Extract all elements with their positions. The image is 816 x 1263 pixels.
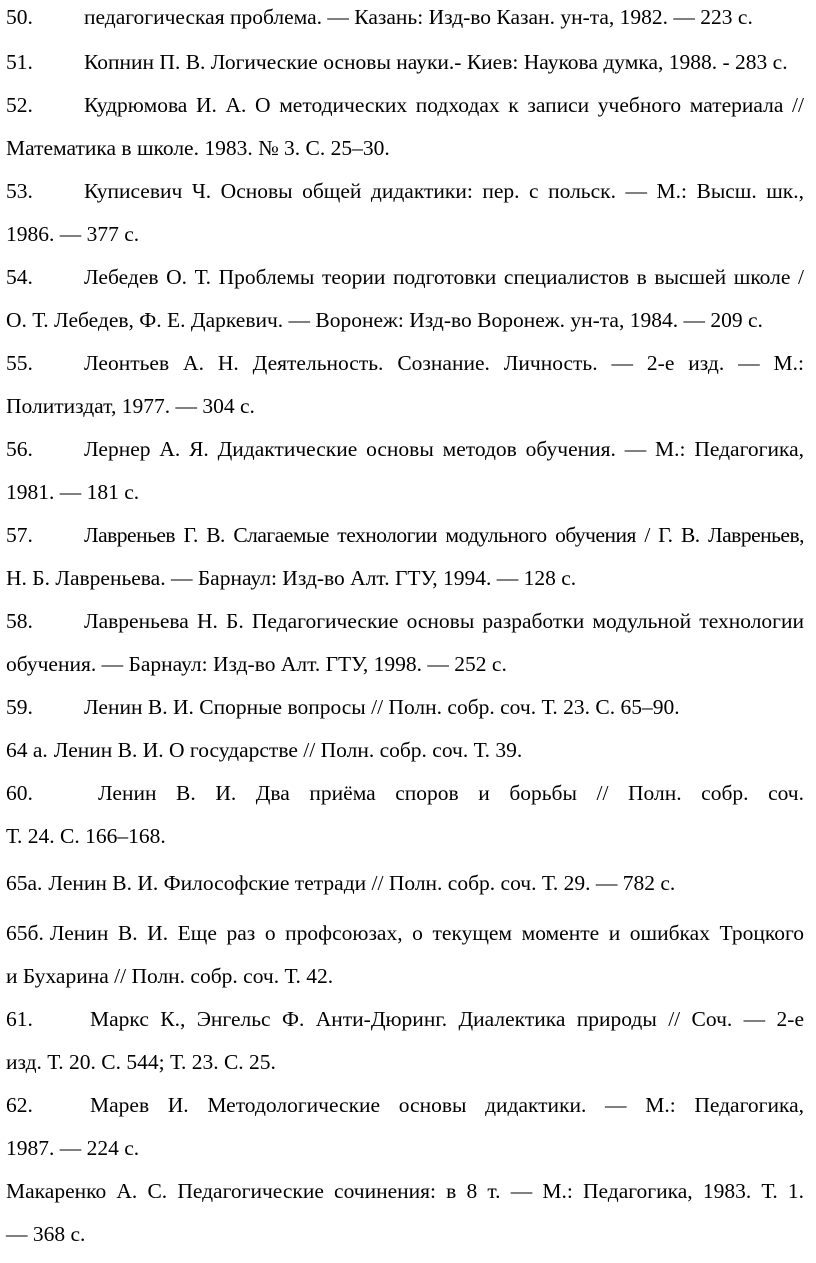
bibliography-entry [6, 41, 804, 84]
bibliography-entry [6, 1170, 804, 1256]
entry-text: Лавреньева Н. Б. Педагогические основы разработки модульной технологии [84, 609, 804, 633]
entry-continuation: обучения. — Барнаул: Изд-во Алт. ГТУ, 1998. — 252 с. [6, 652, 507, 676]
entry-text: Лавреньев Г. В. Слагаемые технологии модульного обучения / Г. В. Лавреньев, [84, 523, 804, 547]
entry-number: 65а. [6, 871, 43, 895]
bibliography-entry [6, 912, 804, 998]
entry-text: Марев И. Методологические основы дидактики. — М.: Педагогика, [90, 1093, 804, 1117]
entry-number: 61. [6, 1007, 33, 1031]
entry-continuation: 1986. — 377 с. [6, 222, 140, 246]
bibliography-entry [6, 0, 804, 39]
entry-number: 65б. [6, 921, 44, 945]
entry-number: 57. [6, 523, 33, 547]
entry-number: 50. [6, 5, 33, 29]
entry-number: 62. [6, 1093, 33, 1117]
entry-text: Ленин В. И. Философские тетради // Полн. собр. соч. Т. 29. — 782 с. [48, 871, 676, 895]
entry-text: Ленин В. И. О государстве // Полн. собр. соч. Т. 39. [53, 738, 523, 762]
entry-text: Ленин В. И. Спорные вопросы // Полн. собр. соч. Т. 23. С. 65–90. [84, 695, 680, 719]
bibliography-entry [6, 600, 804, 686]
entry-number: 52. [6, 93, 33, 117]
entry-number: 51. [6, 50, 33, 74]
bibliography-entry [6, 729, 804, 772]
bibliography-entry [6, 862, 804, 905]
entry-number: 54. [6, 265, 33, 289]
entry-number: 53. [6, 179, 33, 203]
entry-text: Копнин П. В. Логические основы науки.- Киев: Наукова думка, 1988. - 283 с. [84, 50, 788, 74]
entry-continuation: — 368 с. [6, 1222, 86, 1246]
bibliography-entry [6, 84, 804, 170]
entry-continuation: Н. Б. Лавреньева. — Барнаул: Изд-во Алт. ГТУ, 1994. — 128 с. [6, 566, 577, 590]
entry-continuation: О. Т. Лебедев, Ф. Е. Даркевич. — Воронеж: Изд-во Воронеж. ун-та, 1984. — 209 с. [6, 308, 763, 332]
entry-text: педагогическая проблема. — Казань: Изд-во Казан. ун-та, 1982. — 223 с. [84, 5, 753, 29]
bibliography-entry [6, 1084, 804, 1170]
bibliography-entry [6, 256, 804, 342]
entry-continuation: Т. 24. С. 166–168. [6, 824, 166, 848]
bibliography-entry [6, 998, 804, 1084]
entry-number: 55. [6, 351, 33, 375]
entry-text: Маркс К., Энгельс Ф. Анти-Дюринг. Диалектика природы // Соч. — 2-е [90, 1007, 804, 1031]
entry-continuation: Математика в школе. 1983. № 3. С. 25–30. [6, 136, 390, 160]
entry-continuation: 1987. — 224 с. [6, 1136, 140, 1160]
entry-text: Ленин В. И. Еще раз о профсоюзах, о текущем моменте и ошибках Троцкого [49, 921, 804, 945]
entry-text: Лернер А. Я. Дидактические основы методов обучения. — М.: Педагогика, [84, 437, 804, 461]
bibliography-entry [6, 342, 804, 428]
entry-continuation: Политиздат, 1977. — 304 с. [6, 394, 255, 418]
bibliography-entry [6, 686, 804, 729]
entry-text: Леонтьев А. Н. Деятельность. Сознание. Личность. — 2-е изд. — М.: [84, 351, 804, 375]
entry-number: 56. [6, 437, 33, 461]
entry-text: Ленин В. И. Два приёма споров и борьбы // Полн. собр. соч. [98, 781, 804, 805]
entry-number: 64 а. [6, 738, 48, 762]
entry-number: 60. [6, 781, 33, 805]
entry-text: Кудрюмова И. А. О методических подходах к записи учебного материала // [84, 93, 804, 117]
entry-number: 59. [6, 695, 33, 719]
entry-continuation: 1981. — 181 с. [6, 480, 140, 504]
bibliography-entry [6, 772, 804, 858]
bibliography-entry [6, 170, 804, 256]
entry-text: Лебедев О. Т. Проблемы теории подготовки специалистов в высшей школе / [84, 265, 804, 289]
entry-text: Куписевич Ч. Основы общей дидактики: пер. с польск. — М.: Высш. шк., [84, 179, 804, 203]
entry-continuation: изд. Т. 20. С. 544; Т. 23. С. 25. [6, 1050, 276, 1074]
entry-text: Макаренко А. С. Педагогические сочинения: в 8 т. — М.: Педагогика, 1983. Т. 1. [6, 1179, 804, 1203]
entry-continuation: и Бухарина // Полн. собр. соч. Т. 42. [6, 964, 334, 988]
entry-number: 58. [6, 609, 33, 633]
bibliography-entry [6, 514, 804, 600]
bibliography-entry [6, 428, 804, 514]
